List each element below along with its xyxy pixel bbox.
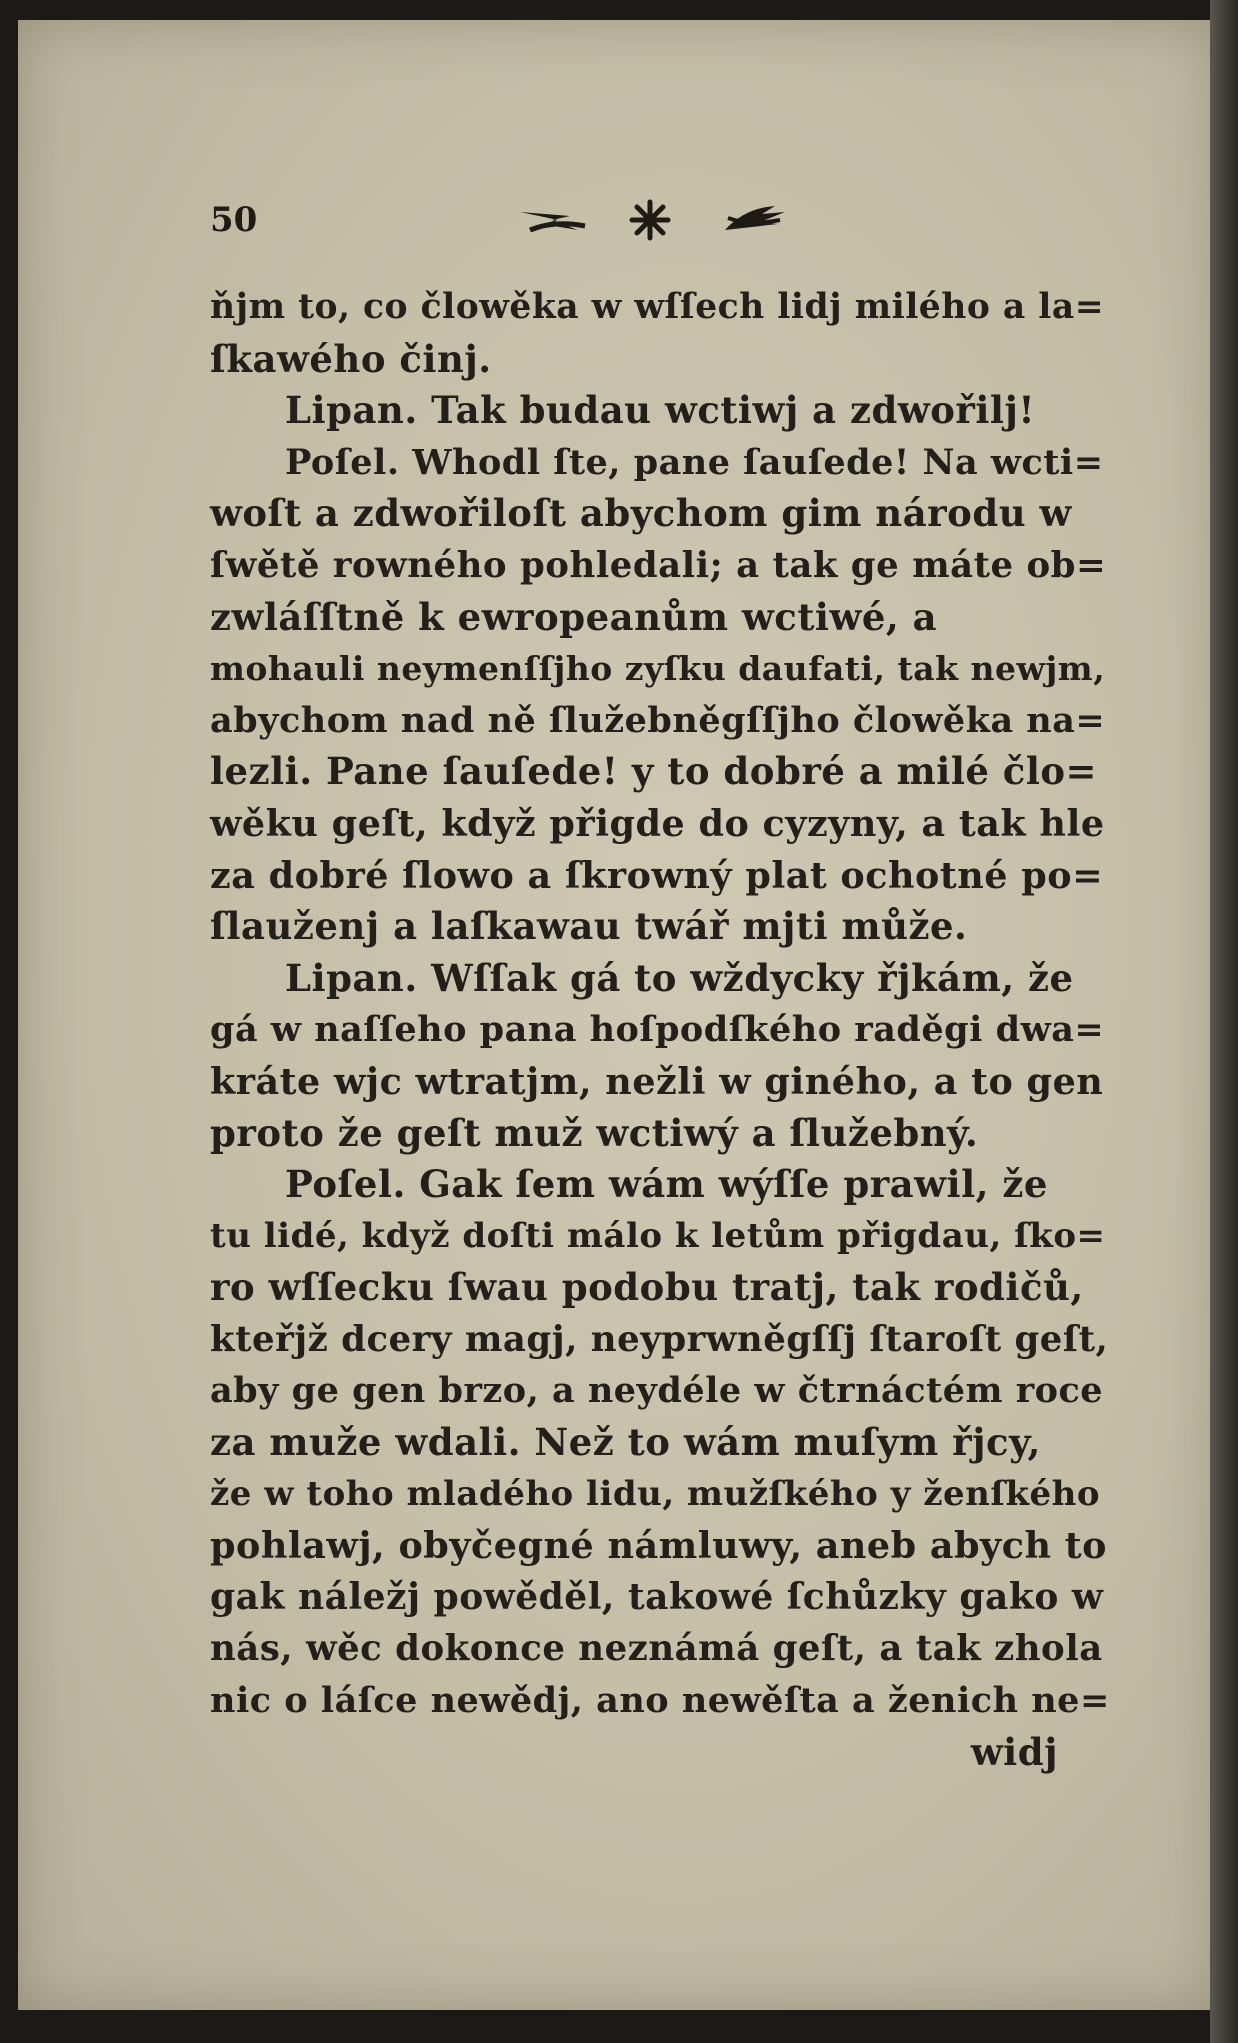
text-line: kteřjž dcery magj, neyprwněgſſj ſtaroſt geſt,: [210, 1318, 1109, 1360]
text-line: za dobré ſlowo a ſkrowný plat ochotné po=: [210, 853, 1104, 897]
text-line: proto že geſt muž wctiwý a ſlužebný.: [210, 1110, 979, 1155]
text-line: woſt a zdwořiloſt abychom gim národu w: [210, 491, 1072, 536]
catchword: widj: [970, 1729, 1058, 1774]
body-text: [210, 282, 1110, 1778]
text-line: že w toho mladého lidu, mužſkého y ženſkého: [210, 1473, 1101, 1514]
text-line: ſwětě rowného pohledali; a tak ge máte ob=: [210, 544, 1107, 586]
text-line: gak náležj powěděl, takowé ſchůzky gako w: [210, 1575, 1104, 1618]
page-number: 50: [210, 200, 258, 240]
text-line: za muže wdali. Než to wám muſym řjcy,: [210, 1420, 1041, 1465]
text-line: ſlauženj a laſkawau twář mjti může.: [210, 904, 968, 949]
text-line: Poſel. Gak ſem wám wýſſe prawil, že: [285, 1162, 1048, 1207]
page-edge-shadow: [1210, 0, 1238, 2043]
text-line: Poſel. Whodl ſte, pane ſauſede! Na wcti=: [285, 441, 1104, 483]
text-line: kráte wjc wtratjm, nežli w giného, a to gen: [210, 1059, 1104, 1103]
text-line: Lipan. Tak budau wctiwj a zdwořilj!: [285, 388, 1036, 433]
page-header: [210, 190, 1110, 250]
text-line: gá w naſſeho pana hoſpodſkého raděgi dwa=: [210, 1009, 1105, 1051]
text-line: nic o láſce newědj, ano newěſta a ženich ne=: [210, 1680, 1110, 1722]
text-line: nás, wěc dokonce neznámá geſt, a tak zhola: [210, 1628, 1103, 1670]
text-line: ro wſſecku ſwau podobu tratj, tak rodičů,: [210, 1265, 1084, 1310]
text-line: tu lidé, když doſti málo k letům přigdau, ſko=: [210, 1215, 1106, 1256]
text-line: abychom nad ně ſlužebněgſſjho člowěka na=: [210, 699, 1106, 741]
decorative-ornament-icon: [500, 190, 810, 250]
text-line: mohauli neymenſſjho zyſku daufati, tak newjm,: [210, 649, 1106, 689]
text-line: wěku geſt, když přigde do cyzyny, a tak hle: [210, 801, 1105, 845]
text-line: ňjm to, co člowěka w wſſech lidj milého a la=: [210, 287, 1105, 327]
text-line: zwláſſtně k ewropeanům wctiwé, a: [210, 594, 938, 639]
text-line: aby ge gen brzo, a neydéle w čtrnáctém roce: [210, 1370, 1104, 1412]
text-line: ſkawého činj.: [210, 336, 492, 381]
text-line: Lipan. Wſſak gá to wždycky řjkám, že: [285, 955, 1074, 1000]
text-line: pohlawj, obyčegné námluwy, aneb abych to: [210, 1524, 1107, 1568]
text-line: lezli. Pane ſauſede! y to dobré a milé člo=: [210, 749, 1098, 794]
